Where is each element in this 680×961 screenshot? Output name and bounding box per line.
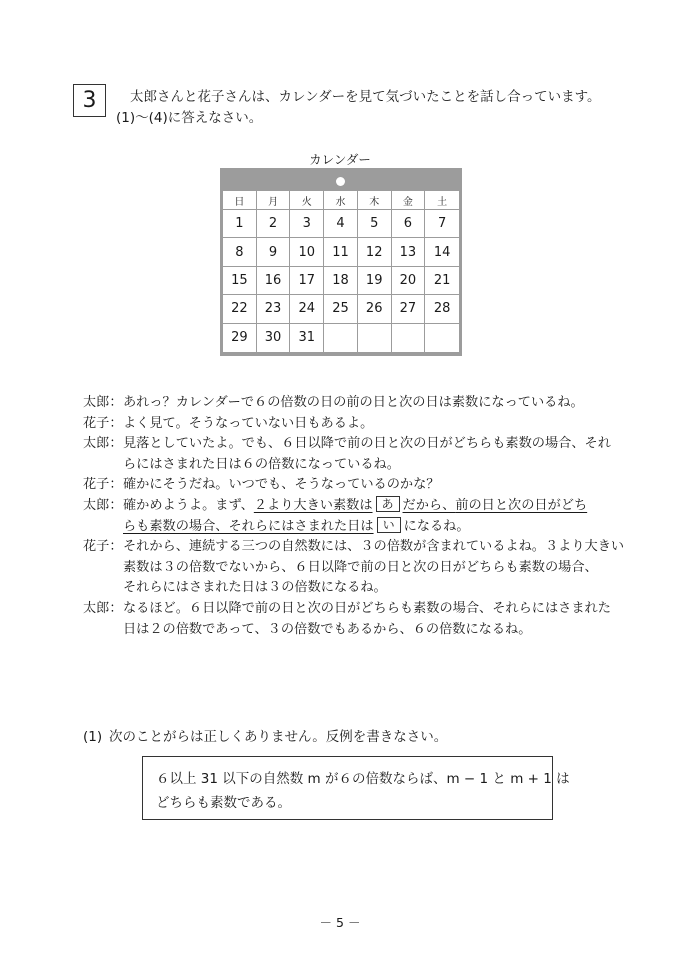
calendar-day: 16 bbox=[257, 267, 291, 295]
underlined-text bbox=[254, 498, 455, 513]
speaker-taro: 太郎： bbox=[83, 395, 123, 410]
dialogue-line bbox=[83, 475, 623, 496]
dialogue-text: よく見て。そうなっていない日もあるよ。 bbox=[123, 415, 374, 431]
intro-line-2: (1)～(4)に答えなさい。 bbox=[116, 110, 263, 126]
speaker-taro: 太郎： bbox=[83, 497, 123, 513]
calendar-day: 14 bbox=[425, 238, 459, 266]
dialogue-text: らにはさまれた日は６の倍数になっているね。 bbox=[123, 456, 400, 472]
weekday-mon: 月 bbox=[257, 191, 291, 210]
weekday-sun: 日 bbox=[223, 191, 257, 210]
calendar-day: 31 bbox=[290, 324, 324, 352]
dialogue-text: それらにはさまれた日は３の倍数になるね。 bbox=[123, 580, 387, 596]
dialogue-line bbox=[83, 537, 623, 558]
calendar-day: 7 bbox=[425, 210, 459, 238]
page-number: － 5 － bbox=[319, 915, 361, 930]
calendar-day: 19 bbox=[358, 267, 392, 295]
calendar-day: 1 bbox=[223, 210, 257, 238]
dialogue-text: なるほど。６日以降で前の日と次の日がどちらも素数の場合、それらにはさまれた bbox=[123, 600, 611, 616]
statement-line-1: ６以上 31 以下の自然数 m が６の倍数ならば、m − 1 と m + 1 は bbox=[156, 771, 570, 787]
calendar-day: 18 bbox=[324, 267, 358, 295]
weekday-fri: 金 bbox=[392, 191, 426, 210]
calendar-grid bbox=[223, 191, 459, 352]
calendar-day: 29 bbox=[223, 324, 257, 352]
dialogue-line bbox=[83, 620, 623, 641]
calendar-day: 6 bbox=[392, 210, 426, 238]
speaker-taro: 太郎： bbox=[83, 600, 123, 616]
calendar-day: 8 bbox=[223, 238, 257, 266]
calendar-day: 25 bbox=[324, 295, 358, 323]
calendar-day: 27 bbox=[392, 295, 426, 323]
intro-line-1: 太郎さんと花子さんは、カレンダーを見て気づいたことを話し合っています。 bbox=[130, 89, 601, 105]
statement-box bbox=[142, 756, 570, 820]
blank-box-i: い bbox=[377, 517, 401, 533]
underlined-text: 前の日と次の日がどち bbox=[455, 497, 588, 513]
calendar-day: 12 bbox=[358, 238, 392, 266]
dialogue-text: 日は２の倍数であって、３の倍数でもあるから、６の倍数になるね。 bbox=[123, 621, 532, 637]
dialogue-line bbox=[83, 599, 623, 620]
dialogue-text: 確かにそうだね。いつでも、そうなっているのかな？ bbox=[123, 477, 440, 493]
weekday-sat: 土 bbox=[425, 191, 459, 210]
underlined-segment: ２より大きい素数は bbox=[253, 497, 373, 513]
weekday-wed: 水 bbox=[324, 191, 358, 210]
dialogue-line bbox=[83, 414, 623, 435]
calendar-day: 30 bbox=[257, 324, 291, 352]
calendar-day-empty bbox=[358, 324, 392, 352]
calendar bbox=[220, 168, 462, 356]
speaker-taro: 太郎： bbox=[83, 436, 123, 452]
dialogue-text: 素数は３の倍数でないから、６日以降で前の日と次の日がどちらも素数の場合、 bbox=[123, 559, 598, 575]
calendar-day: 20 bbox=[392, 267, 426, 295]
dialogue-line bbox=[83, 496, 623, 517]
calendar-day: 11 bbox=[324, 238, 358, 266]
underlined-segment: らも素数の場合、それらにはさまれた日は bbox=[123, 518, 374, 534]
weekday-thu: 木 bbox=[358, 191, 392, 210]
calendar-day-empty bbox=[324, 324, 358, 352]
dialogue bbox=[83, 393, 623, 640]
statement-line-2: どちらも素数である。 bbox=[156, 795, 291, 811]
underlined-segment: だから、 bbox=[402, 497, 456, 513]
calendar-day: 21 bbox=[425, 267, 459, 295]
calendar-day: 17 bbox=[290, 267, 324, 295]
calendar-day: 9 bbox=[257, 238, 291, 266]
dialogue-line bbox=[83, 393, 623, 414]
calendar-hanging-hole bbox=[336, 177, 345, 186]
calendar-day: 23 bbox=[257, 295, 291, 323]
calendar-day-empty bbox=[425, 324, 459, 352]
question-1-text: 次のことがらは正しくありません。反例を書きなさい。 bbox=[109, 729, 448, 745]
calendar-day: 15 bbox=[223, 267, 257, 295]
dialogue-line bbox=[83, 578, 623, 599]
calendar-day: 10 bbox=[290, 238, 324, 266]
speaker-hanako: 花子： bbox=[83, 415, 123, 431]
calendar-day: 2 bbox=[257, 210, 291, 238]
calendar-day: 4 bbox=[324, 210, 358, 238]
dialogue-line bbox=[83, 434, 623, 455]
calendar-day: 5 bbox=[358, 210, 392, 238]
dialogue-text: 見落としていたよ。でも、６日以降で前の日と次の日がどちらも素数の場合、それ bbox=[123, 436, 611, 452]
calendar-day: 26 bbox=[358, 295, 392, 323]
dialogue-text: になるね。 bbox=[403, 518, 470, 534]
speaker-hanako: 花子： bbox=[83, 539, 123, 555]
dialogue-line bbox=[83, 517, 623, 538]
calendar-day: 3 bbox=[290, 210, 324, 238]
calendar-day-empty bbox=[392, 324, 426, 352]
blank-box-a: あ bbox=[376, 496, 400, 512]
dialogue-text: 確かめようよ。まず、 bbox=[123, 497, 254, 513]
calendar-day: 24 bbox=[290, 295, 324, 323]
dialogue-line bbox=[83, 455, 623, 476]
question-1 bbox=[83, 725, 447, 745]
question-number-box: 3 bbox=[73, 84, 106, 117]
dialogue-line bbox=[83, 558, 623, 579]
question-1-label: (1) bbox=[83, 729, 103, 745]
dialogue-text: それから、連続する三つの自然数には、３の倍数が含まれているよね。３より大きい bbox=[123, 539, 625, 555]
calendar-day: 28 bbox=[425, 295, 459, 323]
calendar-day: 22 bbox=[223, 295, 257, 323]
weekday-tue: 火 bbox=[290, 191, 324, 210]
calendar-title: カレンダー bbox=[309, 152, 371, 167]
dialogue-text: あれっ？カレンダーで６の倍数の日の前の日と次の日は素数になっているね。 bbox=[123, 395, 584, 410]
underlined-text bbox=[123, 519, 404, 534]
speaker-hanako: 花子： bbox=[83, 477, 123, 493]
calendar-day: 13 bbox=[392, 238, 426, 266]
